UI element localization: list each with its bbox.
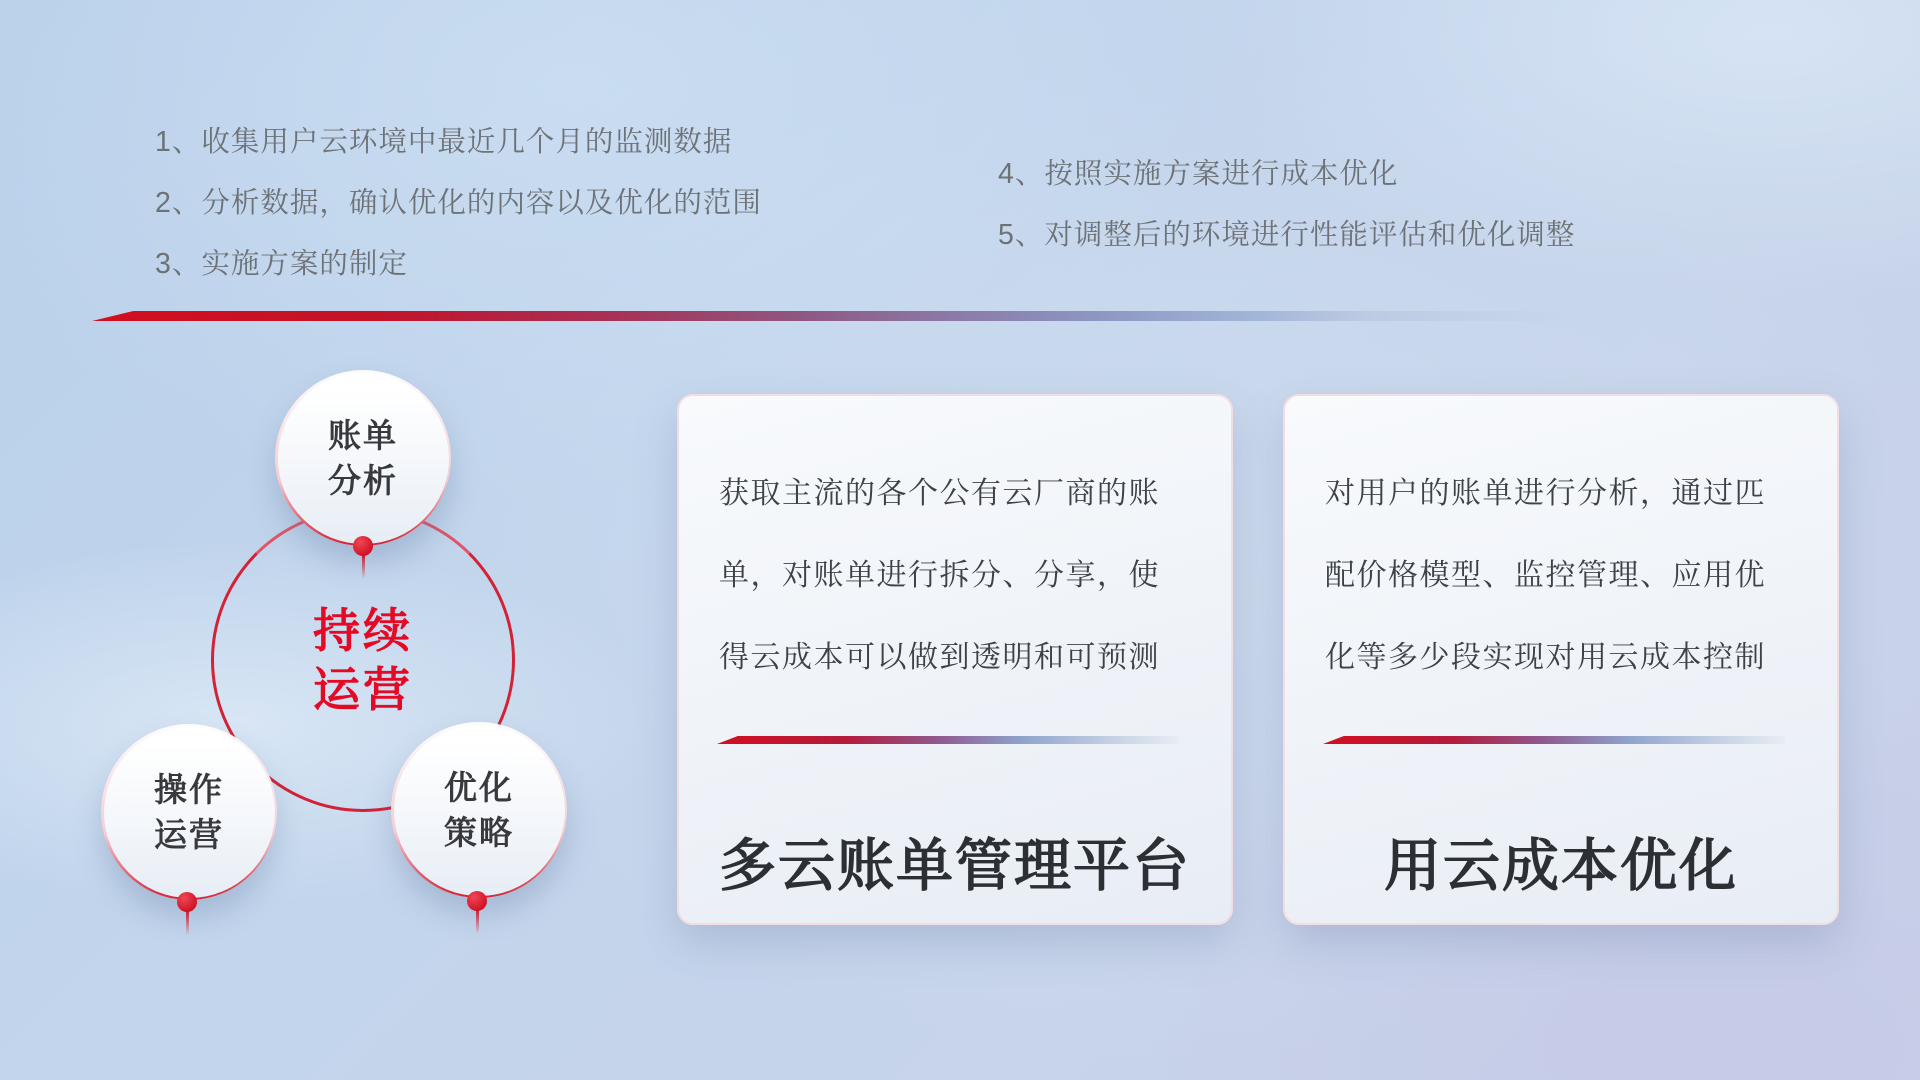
card-billing-platform-title: 多云账单管理平台 bbox=[719, 834, 1191, 898]
card-body-line: 对用户的账单进行分析，通过匹 bbox=[1325, 477, 1766, 510]
card-cost-optimization-body bbox=[1325, 453, 1805, 699]
main-divider-swoosh bbox=[92, 311, 1684, 321]
node-bill-analysis bbox=[275, 370, 451, 546]
pin-icon bbox=[177, 892, 197, 912]
process-step-1: 1、收集用户云环境中最近几个月的监测数据 bbox=[155, 126, 733, 158]
card-cost-optimization bbox=[1283, 394, 1839, 925]
process-step-5: 5、对调整后的环境进行性能评估和优化调整 bbox=[998, 219, 1576, 251]
node-operation-label bbox=[104, 727, 275, 898]
node-operation bbox=[101, 724, 277, 900]
process-step-2: 2、分析数据，确认优化的内容以及优化的范围 bbox=[155, 187, 762, 219]
node-bill-analysis-label bbox=[278, 373, 449, 544]
card-divider-swoosh bbox=[717, 736, 1179, 744]
node-label-line: 运营 bbox=[154, 816, 224, 853]
card-body-line: 单，对账单进行拆分、分享，使 bbox=[719, 559, 1160, 592]
cycle-center-line-2: 运营 bbox=[313, 663, 413, 716]
pin-icon bbox=[353, 536, 373, 556]
node-label-line: 策略 bbox=[444, 814, 514, 851]
node-label-line: 操作 bbox=[154, 771, 224, 808]
node-strategy bbox=[391, 722, 567, 898]
node-label-line: 优化 bbox=[444, 769, 514, 806]
process-steps-left bbox=[155, 112, 762, 295]
node-label-line: 账单 bbox=[328, 417, 398, 454]
pin-icon bbox=[467, 891, 487, 911]
card-billing-platform bbox=[677, 394, 1233, 925]
process-steps-right bbox=[998, 144, 1575, 266]
node-strategy-label bbox=[394, 725, 565, 896]
cycle-center-line-1: 持续 bbox=[313, 604, 413, 657]
card-billing-platform-body bbox=[719, 453, 1199, 699]
card-body-line: 获取主流的各个公有云厂商的账 bbox=[719, 477, 1160, 510]
card-divider-swoosh bbox=[1323, 736, 1785, 744]
card-body-line: 化等多少段实现对用云成本控制 bbox=[1325, 641, 1766, 674]
process-step-3: 3、实施方案的制定 bbox=[155, 248, 408, 280]
card-cost-optimization-title: 用云成本优化 bbox=[1384, 834, 1738, 898]
process-step-4: 4、按照实施方案进行成本优化 bbox=[998, 158, 1399, 190]
card-body-line: 得云成本可以做到透明和可预测 bbox=[719, 641, 1160, 674]
node-label-line: 分析 bbox=[328, 462, 398, 499]
card-body-line: 配价格模型、监控管理、应用优 bbox=[1325, 559, 1766, 592]
